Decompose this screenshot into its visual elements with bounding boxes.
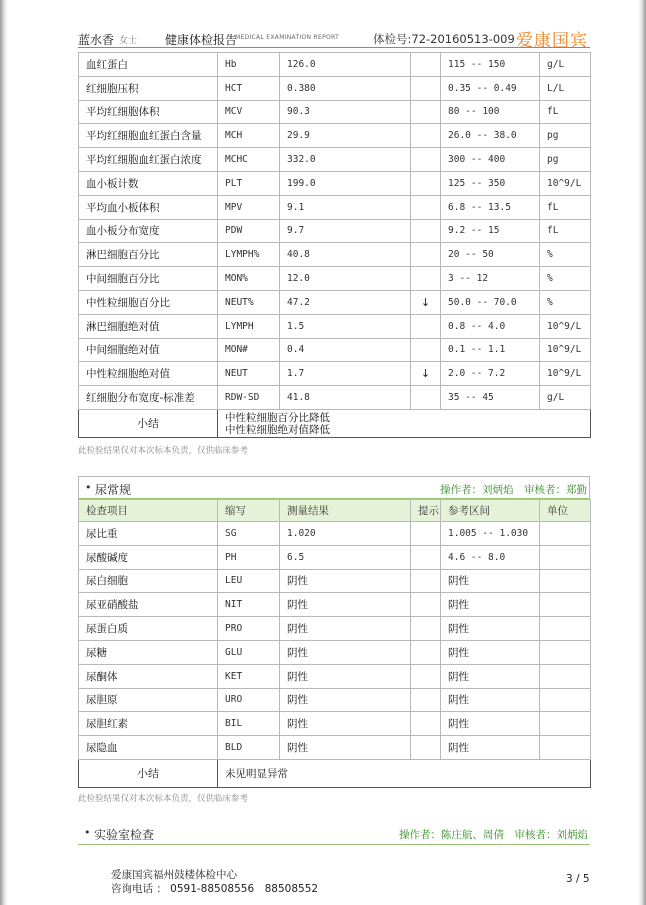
table-row [79,522,591,546]
urine-section-header [78,476,590,499]
column-header: 测量结果 [280,500,411,522]
item-abbr: MCH [218,124,280,148]
table-row [79,338,591,362]
table-row [79,148,591,172]
item-result: 阴性 [280,569,411,593]
disclaimer-note-1: 此检验结果仅对本次标本负责，仅供临床参考 [78,446,249,456]
table-row [79,243,591,267]
item-flag [411,338,441,362]
item-result: 6.5 [280,545,411,569]
lab-operators: 操作者：陈庄航、周倩 审核者：刘炳焰 [399,829,588,841]
item-flag [411,267,441,291]
urine-routine-table [78,499,591,788]
item-abbr: PLT [218,171,280,195]
item-name: 尿酮体 [79,664,218,688]
item-result: 1.7 [280,362,411,386]
item-result: 阴性 [280,664,411,688]
item-unit: % [540,290,591,314]
item-abbr: Hb [218,53,280,77]
patient-name: 蓝水香 [78,33,115,47]
item-flag [411,593,441,617]
table-row [79,53,591,77]
column-header: 缩写 [218,500,280,522]
item-flag [411,736,441,760]
page-edge-right [638,0,646,905]
item-range: 阴性 [441,593,540,617]
item-name: 血小板计数 [79,171,218,195]
item-abbr: MON# [218,338,280,362]
item-abbr: SG [218,522,280,546]
item-result: 阴性 [280,593,411,617]
footer-center-name: 爱康国宾福州鼓楼体检中心 [111,869,237,881]
item-result: 阴性 [280,688,411,712]
item-result: 1.5 [280,314,411,338]
patient-gender: 女士 [119,36,138,46]
table-row [79,171,591,195]
item-flag [411,148,441,172]
item-unit: % [540,243,591,267]
lab-section-title: 实验室检查 [94,828,155,842]
item-name: 尿胆原 [79,688,218,712]
item-unit: fL [540,219,591,243]
item-result: 199.0 [280,171,411,195]
item-abbr: BLD [218,736,280,760]
item-name: 中间细胞百分比 [79,267,218,291]
item-unit: L/L [540,76,591,100]
item-unit: 10^9/L [540,314,591,338]
item-flag [411,243,441,267]
table-row [79,593,591,617]
item-abbr: PH [218,545,280,569]
table-row [79,267,591,291]
item-range: 6.8 -- 13.5 [441,195,540,219]
item-range: 3 -- 12 [441,267,540,291]
item-flag: ↓ [411,362,441,386]
item-name: 平均红细胞血红蛋白浓度 [79,148,218,172]
item-result: 29.9 [280,124,411,148]
table-row [79,736,591,760]
summary-text: 未见明显异常 [218,759,591,787]
item-result: 90.3 [280,100,411,124]
item-name: 平均红细胞体积 [79,100,218,124]
item-name: 红细胞分布宽度-标准差 [79,386,218,410]
item-result: 0.4 [280,338,411,362]
item-unit: g/L [540,53,591,77]
item-range: 1.005 -- 1.030 [441,522,540,546]
item-abbr: RDW-SD [218,386,280,410]
item-unit: 10^9/L [540,171,591,195]
item-result: 12.0 [280,267,411,291]
item-abbr: GLU [218,640,280,664]
item-range: 50.0 -- 70.0 [441,290,540,314]
table-row [79,712,591,736]
item-result: 40.8 [280,243,411,267]
item-abbr: NEUT [218,362,280,386]
urine-section-title: 尿常规 [95,483,132,497]
summary-row [79,409,591,437]
item-name: 尿亚硝酸盐 [79,593,218,617]
item-abbr: NIT [218,593,280,617]
table-row [79,386,591,410]
item-abbr: KET [218,664,280,688]
item-flag [411,100,441,124]
item-flag [411,712,441,736]
item-unit [540,688,591,712]
table-row [79,314,591,338]
item-name: 平均血小板体积 [79,195,218,219]
page-number: 3 / 5 [566,873,590,885]
item-name: 尿蛋白质 [79,617,218,641]
item-unit: g/L [540,386,591,410]
item-unit: pg [540,148,591,172]
item-flag [411,688,441,712]
column-header-row [79,500,591,522]
item-flag [411,171,441,195]
item-name: 尿酸碱度 [79,545,218,569]
column-header: 参考区间 [441,500,540,522]
table-row [79,124,591,148]
summary-text [218,409,591,437]
item-name: 血红蛋白 [79,53,218,77]
item-name: 血小板分布宽度 [79,219,218,243]
column-header: 检查项目 [79,500,218,522]
item-flag [411,219,441,243]
item-result: 9.1 [280,195,411,219]
disclaimer-note-2: 此检验结果仅对本次标本负责，仅供临床参考 [78,794,249,804]
item-abbr: MON% [218,267,280,291]
item-abbr: LYMPH% [218,243,280,267]
item-abbr: MCV [218,100,280,124]
summary-label: 小结 [79,759,218,787]
blood-routine-table [78,52,591,438]
item-unit: % [540,267,591,291]
item-abbr: MPV [218,195,280,219]
item-abbr: NEUT% [218,290,280,314]
item-range: 125 -- 350 [441,171,540,195]
item-result: 332.0 [280,148,411,172]
item-flag [411,386,441,410]
report-subtitle: MEDICAL EXAMINATION REPORT [235,34,340,41]
item-result: 126.0 [280,53,411,77]
item-unit [540,545,591,569]
urine-operators: 操作者：刘炳焰 审核者：郑勤 [440,484,587,496]
item-unit [540,522,591,546]
item-abbr: LYMPH [218,314,280,338]
item-range: 35 -- 45 [441,386,540,410]
item-name: 中性粒细胞绝对值 [79,362,218,386]
item-result: 9.7 [280,219,411,243]
item-result: 阴性 [280,712,411,736]
item-unit: pg [540,124,591,148]
item-name: 淋巴细胞百分比 [79,243,218,267]
table-row [79,290,591,314]
item-abbr: LEU [218,569,280,593]
table-row [79,100,591,124]
item-flag [411,664,441,688]
page-edge-left [0,0,8,905]
item-unit [540,640,591,664]
item-flag: ↓ [411,290,441,314]
item-flag [411,124,441,148]
item-range: 阴性 [441,640,540,664]
item-name: 尿白细胞 [79,569,218,593]
item-unit [540,736,591,760]
item-flag [411,545,441,569]
item-unit [540,664,591,688]
bullet-icon: • [85,481,92,494]
item-name: 平均红细胞血红蛋白含量 [79,124,218,148]
item-unit [540,593,591,617]
item-name: 红细胞压积 [79,76,218,100]
item-range: 阴性 [441,688,540,712]
item-range: 阴性 [441,664,540,688]
item-flag [411,640,441,664]
summary-line: 中性粒细胞绝对值降低 [225,423,330,436]
item-range: 0.1 -- 1.1 [441,338,540,362]
item-range: 80 -- 100 [441,100,540,124]
table-row [79,362,591,386]
summary-row [79,759,591,787]
report-title: 健康体检报告 [165,33,238,47]
item-range: 115 -- 150 [441,53,540,77]
item-flag [411,522,441,546]
item-range: 9.2 -- 15 [441,219,540,243]
bullet-icon: • [84,826,91,839]
table-row [79,664,591,688]
item-result: 41.8 [280,386,411,410]
table-row [79,545,591,569]
item-result: 阴性 [280,640,411,664]
item-abbr: PRO [218,617,280,641]
column-header: 提示 [411,500,441,522]
table-row [79,640,591,664]
item-name: 尿胆红素 [79,712,218,736]
item-name: 尿隐血 [79,736,218,760]
exam-id: 体检号:72-20160513-009 [373,32,515,46]
item-range: 0.35 -- 0.49 [441,76,540,100]
table-row [79,219,591,243]
table-row [79,195,591,219]
item-name: 中间细胞绝对值 [79,338,218,362]
item-range: 4.6 -- 8.0 [441,545,540,569]
item-unit: fL [540,100,591,124]
summary-line: 中性粒细胞百分比降低 [225,411,330,424]
item-range: 阴性 [441,569,540,593]
item-name: 中性粒细胞百分比 [79,290,218,314]
item-result: 1.020 [280,522,411,546]
table-row [79,76,591,100]
item-abbr: MCHC [218,148,280,172]
item-flag [411,53,441,77]
item-result: 0.380 [280,76,411,100]
brand-logo: 爱康国宾 [516,31,588,51]
item-flag [411,314,441,338]
item-range: 300 -- 400 [441,148,540,172]
item-flag [411,76,441,100]
table-row [79,688,591,712]
item-name: 尿糖 [79,640,218,664]
report-header [78,26,590,51]
item-unit: 10^9/L [540,362,591,386]
item-unit: fL [540,195,591,219]
item-flag [411,195,441,219]
item-range: 阴性 [441,617,540,641]
item-range: 0.8 -- 4.0 [441,314,540,338]
item-range: 阴性 [441,736,540,760]
item-abbr: BIL [218,712,280,736]
item-name: 淋巴细胞绝对值 [79,314,218,338]
item-abbr: PDW [218,219,280,243]
item-name: 尿比重 [79,522,218,546]
item-abbr: HCT [218,76,280,100]
lab-section-header [78,822,590,845]
item-range: 20 -- 50 [441,243,540,267]
item-range: 阴性 [441,712,540,736]
item-abbr: URO [218,688,280,712]
item-range: 26.0 -- 38.0 [441,124,540,148]
item-result: 阴性 [280,617,411,641]
item-flag [411,617,441,641]
table-row [79,569,591,593]
item-result: 阴性 [280,736,411,760]
column-header: 单位 [540,500,591,522]
footer-phone: 咨询电话 ： 0591-88508556 88508552 [111,883,319,895]
item-unit: 10^9/L [540,338,591,362]
item-unit [540,569,591,593]
item-unit [540,712,591,736]
item-unit [540,617,591,641]
item-result: 47.2 [280,290,411,314]
summary-label: 小结 [79,409,218,437]
table-row [79,617,591,641]
item-range: 2.0 -- 7.2 [441,362,540,386]
item-flag [411,569,441,593]
